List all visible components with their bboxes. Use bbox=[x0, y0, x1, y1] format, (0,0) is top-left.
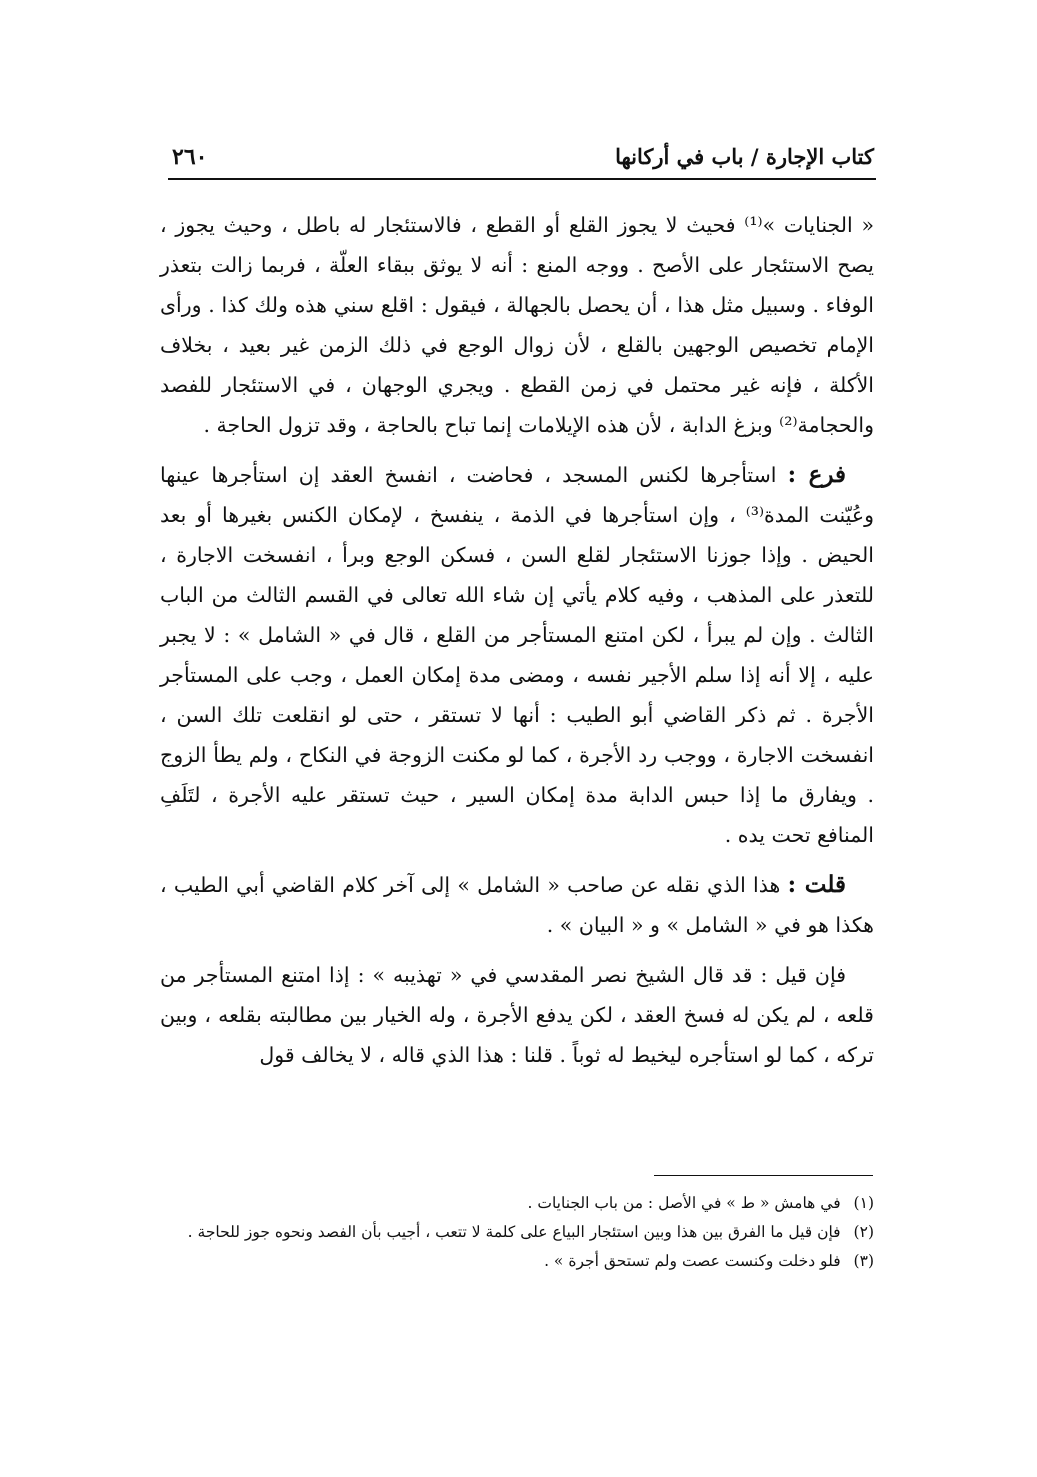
footnote-number: (١) bbox=[853, 1194, 874, 1212]
paragraph-text: « الجنايات »⁽¹⁾ فحيث لا يجوز القلع أو القطع ، فالاستئجار له باطل ، وحيث يجوز ، يصح الاستئجار على الأصح . ووجه المنع : أنه لا يوثق ببقاء العلّة ، فربما زالت بتعذر الوفاء . وسبيل مثل هذا ، أن يحصل بالجهالة ، فيقول : اقلع سني هذه ولك كذا . ورأى الإمام تخصيص الوجهين بالقلع ، لأن زوال الوجع في ذلك الزمن غير بعيد ، بخلاف الأكلة ، فإنه غير محتمل في زمن القطع . ويجري الوجهان ، في الاستئجار للفصد والحجامة⁽²⁾ وبزغ الدابة ، لأن هذه الإيلامات إنما تباح بالحاجة ، وقد تزول الحاجة . bbox=[160, 213, 874, 437]
paragraph-text: استأجرها لكنس المسجد ، فحاضت ، انفسخ العقد إن استأجرها عينها وعُيّنت المدة⁽³⁾ ، وإن استأجرها في الذمة ، ينفسخ ، لإمكان الكنس بغيرها أو بعد الحيض . وإذا جوزنا الاستئجار لقلع السن ، فسكن الوجع وبرأ ، انفسخت الاجارة ، للتعذر على المذهب ، وفيه كلام يأتي إن شاء الله تعالى في القسم الثالث من الباب الثالث . وإن لم يبرأ ، لكن امتنع المستأجر من القلع ، قال في « الشامل » : لا يجبر عليه ، إلا أنه إذا سلم الأجير نفسه ، ومضى مدة إمكان العمل ، وجب على المستأجر الأجرة . ثم ذكر القاضي أبو الطيب : أنها لا تستقر ، حتى لو انقلعت تلك السن ، انفسخت الاجارة ، ووجب رد الأجرة ، كما لو مكنت الزوجة في النكاح ، ولم يطأ الزوج . ويفارق ما إذا حبس الدابة مدة إمكان السير ، حيث تستقر عليه الأجرة ، لتَلَفِ المنافع تحت يده . bbox=[160, 463, 874, 847]
footnote-text: في هامش « ط » في الأصل : من باب الجنايات . bbox=[527, 1194, 841, 1212]
header-rule bbox=[168, 178, 876, 180]
paragraph-4 bbox=[160, 955, 874, 1075]
footnote-text: فإن قيل ما الفرق بين هذا وبين استئجار البياع على كلمة لا تتعب ، أجيب بأن الفصد ونحوه جوز للحاجة . bbox=[187, 1223, 841, 1241]
paragraph-text: هذا الذي نقله عن صاحب « الشامل » إلى آخر كلام القاضي أبي الطيب ، هكذا هو في « الشامل » و « البيان » . bbox=[160, 873, 874, 937]
footnote-2 bbox=[160, 1219, 874, 1246]
footnote-3 bbox=[160, 1248, 874, 1275]
paragraph-lead: قلت : bbox=[787, 871, 846, 898]
footnotes bbox=[160, 1190, 874, 1277]
footnote-number: (٣) bbox=[853, 1252, 874, 1270]
footnote-rule bbox=[654, 1175, 873, 1176]
main-text bbox=[160, 205, 874, 1085]
page-header bbox=[168, 140, 876, 178]
paragraph-text: فإن قيل : قد قال الشيخ نصر المقدسي في « تهذيبه » : إذا امتنع المستأجر من قلعه ، لم يكن له فسخ العقد ، لكن يدفع الأجرة ، وله الخيار بين مطالبته بقلعه ، وبين تركه ، كما لو استأجره ليخيط له ثوباً . قلنا : هذا الذي قاله ، لا يخالف قول bbox=[160, 963, 874, 1067]
footnote-text: فلو دخلت وكنست عصت ولم تستحق أجرة » . bbox=[544, 1252, 841, 1270]
footnote-1 bbox=[160, 1190, 874, 1217]
paragraph-1 bbox=[160, 205, 874, 445]
paragraph-2 bbox=[160, 455, 874, 855]
paragraph-lead: فرع : bbox=[787, 461, 847, 488]
page-number: ٢٦٠ bbox=[172, 144, 208, 170]
running-title: كتاب الإجارة / باب في أركانها bbox=[615, 144, 874, 169]
paragraph-3 bbox=[160, 865, 874, 945]
footnote-number: (٢) bbox=[853, 1223, 874, 1241]
